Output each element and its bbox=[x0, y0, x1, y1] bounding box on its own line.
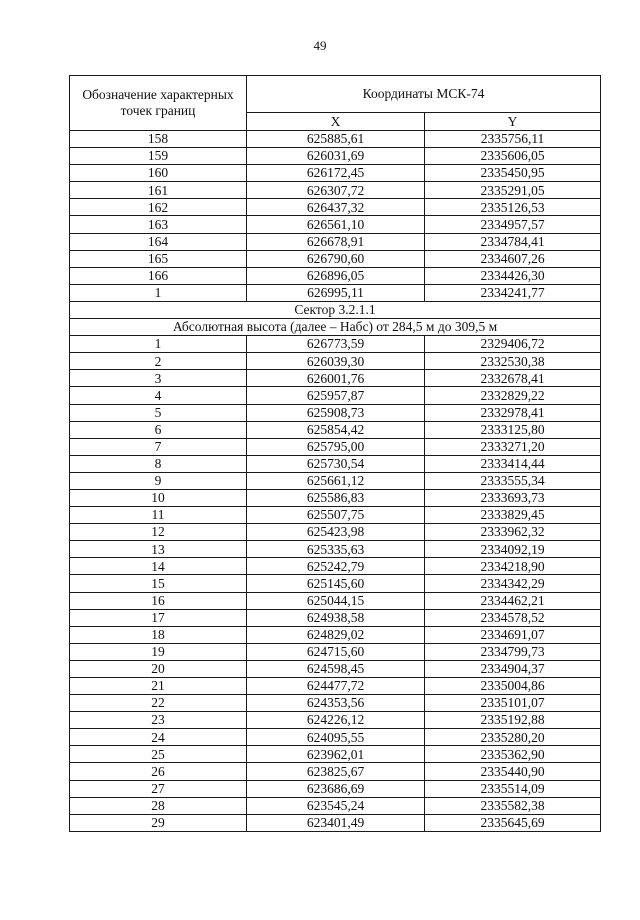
point-cell: 14 bbox=[70, 558, 247, 575]
y-cell: 2334578,52 bbox=[425, 609, 601, 626]
x-cell: 624715,60 bbox=[247, 643, 425, 660]
table-row bbox=[70, 199, 601, 216]
table-row bbox=[70, 660, 601, 677]
y-cell: 2333271,20 bbox=[425, 438, 601, 455]
y-cell: 2333829,45 bbox=[425, 507, 601, 524]
point-cell: 15 bbox=[70, 575, 247, 592]
y-cell: 2333693,73 bbox=[425, 489, 601, 506]
y-cell: 2335101,07 bbox=[425, 695, 601, 712]
point-cell: 12 bbox=[70, 524, 247, 541]
x-cell: 624477,72 bbox=[247, 678, 425, 695]
table-row bbox=[70, 746, 601, 763]
point-cell: 24 bbox=[70, 729, 247, 746]
x-cell: 623962,01 bbox=[247, 746, 425, 763]
x-cell: 626995,11 bbox=[247, 284, 425, 301]
x-cell: 626307,72 bbox=[247, 182, 425, 199]
y-cell: 2333555,34 bbox=[425, 472, 601, 489]
x-cell: 625795,00 bbox=[247, 438, 425, 455]
y-cell: 2334799,73 bbox=[425, 643, 601, 660]
table-row bbox=[70, 763, 601, 780]
point-cell: 160 bbox=[70, 165, 247, 182]
section-title: Абсолютная высота (далее – Набс) от 284,5 м до 309,5 м bbox=[70, 319, 601, 336]
point-cell: 18 bbox=[70, 626, 247, 643]
x-cell: 625044,15 bbox=[247, 592, 425, 609]
point-cell: 162 bbox=[70, 199, 247, 216]
y-cell: 2332530,38 bbox=[425, 353, 601, 370]
x-cell: 626678,91 bbox=[247, 233, 425, 250]
point-cell: 28 bbox=[70, 797, 247, 814]
table-row bbox=[70, 250, 601, 267]
y-header: Y bbox=[425, 113, 601, 131]
table-row bbox=[70, 592, 601, 609]
table-row bbox=[70, 575, 601, 592]
point-cell: 25 bbox=[70, 746, 247, 763]
point-cell: 166 bbox=[70, 267, 247, 284]
table-row bbox=[70, 387, 601, 404]
point-cell: 27 bbox=[70, 780, 247, 797]
x-cell: 623686,69 bbox=[247, 780, 425, 797]
table-row bbox=[70, 370, 601, 387]
x-cell: 624938,58 bbox=[247, 609, 425, 626]
y-cell: 2335582,38 bbox=[425, 797, 601, 814]
table-row bbox=[70, 148, 601, 165]
point-cell: 7 bbox=[70, 438, 247, 455]
table-row bbox=[70, 609, 601, 626]
point-cell: 29 bbox=[70, 814, 247, 831]
page-number: 49 bbox=[313, 38, 327, 53]
x-cell: 625885,61 bbox=[247, 131, 425, 148]
y-cell: 2335362,90 bbox=[425, 746, 601, 763]
point-cell: 163 bbox=[70, 216, 247, 233]
table-row bbox=[70, 438, 601, 455]
y-cell: 2335756,11 bbox=[425, 131, 601, 148]
y-cell: 2335126,53 bbox=[425, 199, 601, 216]
x-cell: 625957,87 bbox=[247, 387, 425, 404]
y-cell: 2335606,05 bbox=[425, 148, 601, 165]
y-cell: 2334691,07 bbox=[425, 626, 601, 643]
y-cell: 2335004,86 bbox=[425, 678, 601, 695]
table-row bbox=[70, 472, 601, 489]
table-row bbox=[70, 558, 601, 575]
x-cell: 626039,30 bbox=[247, 353, 425, 370]
x-cell: 625145,60 bbox=[247, 575, 425, 592]
x-cell: 625242,79 bbox=[247, 558, 425, 575]
point-cell: 164 bbox=[70, 233, 247, 250]
table-row bbox=[70, 695, 601, 712]
header-row bbox=[70, 76, 601, 113]
y-cell: 2335291,05 bbox=[425, 182, 601, 199]
y-cell: 2335192,88 bbox=[425, 712, 601, 729]
point-cell: 21 bbox=[70, 678, 247, 695]
y-cell: 2332978,41 bbox=[425, 404, 601, 421]
table-row bbox=[70, 131, 601, 148]
y-cell: 2335440,90 bbox=[425, 763, 601, 780]
x-cell: 624353,56 bbox=[247, 695, 425, 712]
point-cell: 165 bbox=[70, 250, 247, 267]
y-cell: 2334607,26 bbox=[425, 250, 601, 267]
y-cell: 2334092,19 bbox=[425, 541, 601, 558]
x-cell: 624095,55 bbox=[247, 729, 425, 746]
point-cell: 17 bbox=[70, 609, 247, 626]
point-cell: 26 bbox=[70, 763, 247, 780]
y-cell: 2333962,32 bbox=[425, 524, 601, 541]
y-cell: 2334957,57 bbox=[425, 216, 601, 233]
x-cell: 626437,32 bbox=[247, 199, 425, 216]
y-cell: 2333414,44 bbox=[425, 455, 601, 472]
section-title: Сектор 3.2.1.1 bbox=[70, 301, 601, 318]
y-cell: 2334218,90 bbox=[425, 558, 601, 575]
point-cell: 5 bbox=[70, 404, 247, 421]
table-row bbox=[70, 353, 601, 370]
point-cell: 6 bbox=[70, 421, 247, 438]
table-row bbox=[70, 216, 601, 233]
table-row bbox=[70, 643, 601, 660]
table-row bbox=[70, 797, 601, 814]
x-cell: 625586,83 bbox=[247, 489, 425, 506]
y-cell: 2335645,69 bbox=[425, 814, 601, 831]
point-cell: 1 bbox=[70, 336, 247, 353]
x-cell: 626790,60 bbox=[247, 250, 425, 267]
x-cell: 626896,05 bbox=[247, 267, 425, 284]
x-cell: 623545,24 bbox=[247, 797, 425, 814]
x-cell: 624829,02 bbox=[247, 626, 425, 643]
y-cell: 2335450,95 bbox=[425, 165, 601, 182]
point-cell: 161 bbox=[70, 182, 247, 199]
x-cell: 623825,67 bbox=[247, 763, 425, 780]
point-cell: 4 bbox=[70, 387, 247, 404]
x-cell: 625854,42 bbox=[247, 421, 425, 438]
x-cell: 625661,12 bbox=[247, 472, 425, 489]
table-row bbox=[70, 421, 601, 438]
section-row bbox=[70, 319, 601, 336]
y-cell: 2334904,37 bbox=[425, 660, 601, 677]
table-row bbox=[70, 524, 601, 541]
table-row bbox=[70, 678, 601, 695]
point-cell: 3 bbox=[70, 370, 247, 387]
coord-system-header: Координаты МСК-74 bbox=[247, 76, 601, 113]
table-row bbox=[70, 336, 601, 353]
point-cell: 10 bbox=[70, 489, 247, 506]
point-cell: 1 bbox=[70, 284, 247, 301]
y-cell: 2334462,21 bbox=[425, 592, 601, 609]
point-cell: 8 bbox=[70, 455, 247, 472]
y-cell: 2333125,80 bbox=[425, 421, 601, 438]
x-cell: 625908,73 bbox=[247, 404, 425, 421]
point-cell: 2 bbox=[70, 353, 247, 370]
table-row bbox=[70, 541, 601, 558]
table-row bbox=[70, 165, 601, 182]
table-row bbox=[70, 814, 601, 831]
section-row bbox=[70, 301, 601, 318]
x-cell: 626561,10 bbox=[247, 216, 425, 233]
y-cell: 2334784,41 bbox=[425, 233, 601, 250]
table-row bbox=[70, 729, 601, 746]
x-cell: 624226,12 bbox=[247, 712, 425, 729]
point-cell: 23 bbox=[70, 712, 247, 729]
y-cell: 2334342,29 bbox=[425, 575, 601, 592]
x-cell: 624598,45 bbox=[247, 660, 425, 677]
y-cell: 2335280,20 bbox=[425, 729, 601, 746]
coordinates-table bbox=[69, 75, 601, 832]
table-row bbox=[70, 455, 601, 472]
point-cell: 22 bbox=[70, 695, 247, 712]
y-cell: 2329406,72 bbox=[425, 336, 601, 353]
point-cell: 13 bbox=[70, 541, 247, 558]
point-cell: 9 bbox=[70, 472, 247, 489]
x-cell: 626001,76 bbox=[247, 370, 425, 387]
x-cell: 625730,54 bbox=[247, 455, 425, 472]
x-cell: 625507,75 bbox=[247, 507, 425, 524]
x-cell: 626172,45 bbox=[247, 165, 425, 182]
x-cell: 625335,63 bbox=[247, 541, 425, 558]
x-cell: 626773,59 bbox=[247, 336, 425, 353]
table-row bbox=[70, 404, 601, 421]
table-row bbox=[70, 489, 601, 506]
point-cell: 20 bbox=[70, 660, 247, 677]
point-cell: 158 bbox=[70, 131, 247, 148]
table-row bbox=[70, 626, 601, 643]
y-cell: 2332829,22 bbox=[425, 387, 601, 404]
table-row bbox=[70, 267, 601, 284]
table-row bbox=[70, 182, 601, 199]
table-row bbox=[70, 507, 601, 524]
y-cell: 2332678,41 bbox=[425, 370, 601, 387]
point-cell: 11 bbox=[70, 507, 247, 524]
table-row bbox=[70, 233, 601, 250]
x-cell: 626031,69 bbox=[247, 148, 425, 165]
x-cell: 625423,98 bbox=[247, 524, 425, 541]
table-header bbox=[70, 76, 601, 131]
y-cell: 2334426,30 bbox=[425, 267, 601, 284]
table-row bbox=[70, 780, 601, 797]
point-cell: 159 bbox=[70, 148, 247, 165]
table-row bbox=[70, 712, 601, 729]
point-cell: 19 bbox=[70, 643, 247, 660]
x-cell: 623401,49 bbox=[247, 814, 425, 831]
x-header: X bbox=[247, 113, 425, 131]
table-body bbox=[70, 131, 601, 832]
y-cell: 2335514,09 bbox=[425, 780, 601, 797]
y-cell: 2334241,77 bbox=[425, 284, 601, 301]
point-cell: 16 bbox=[70, 592, 247, 609]
point-designation-header: Обозначение характерных точек границ bbox=[70, 76, 247, 131]
table-row bbox=[70, 284, 601, 301]
